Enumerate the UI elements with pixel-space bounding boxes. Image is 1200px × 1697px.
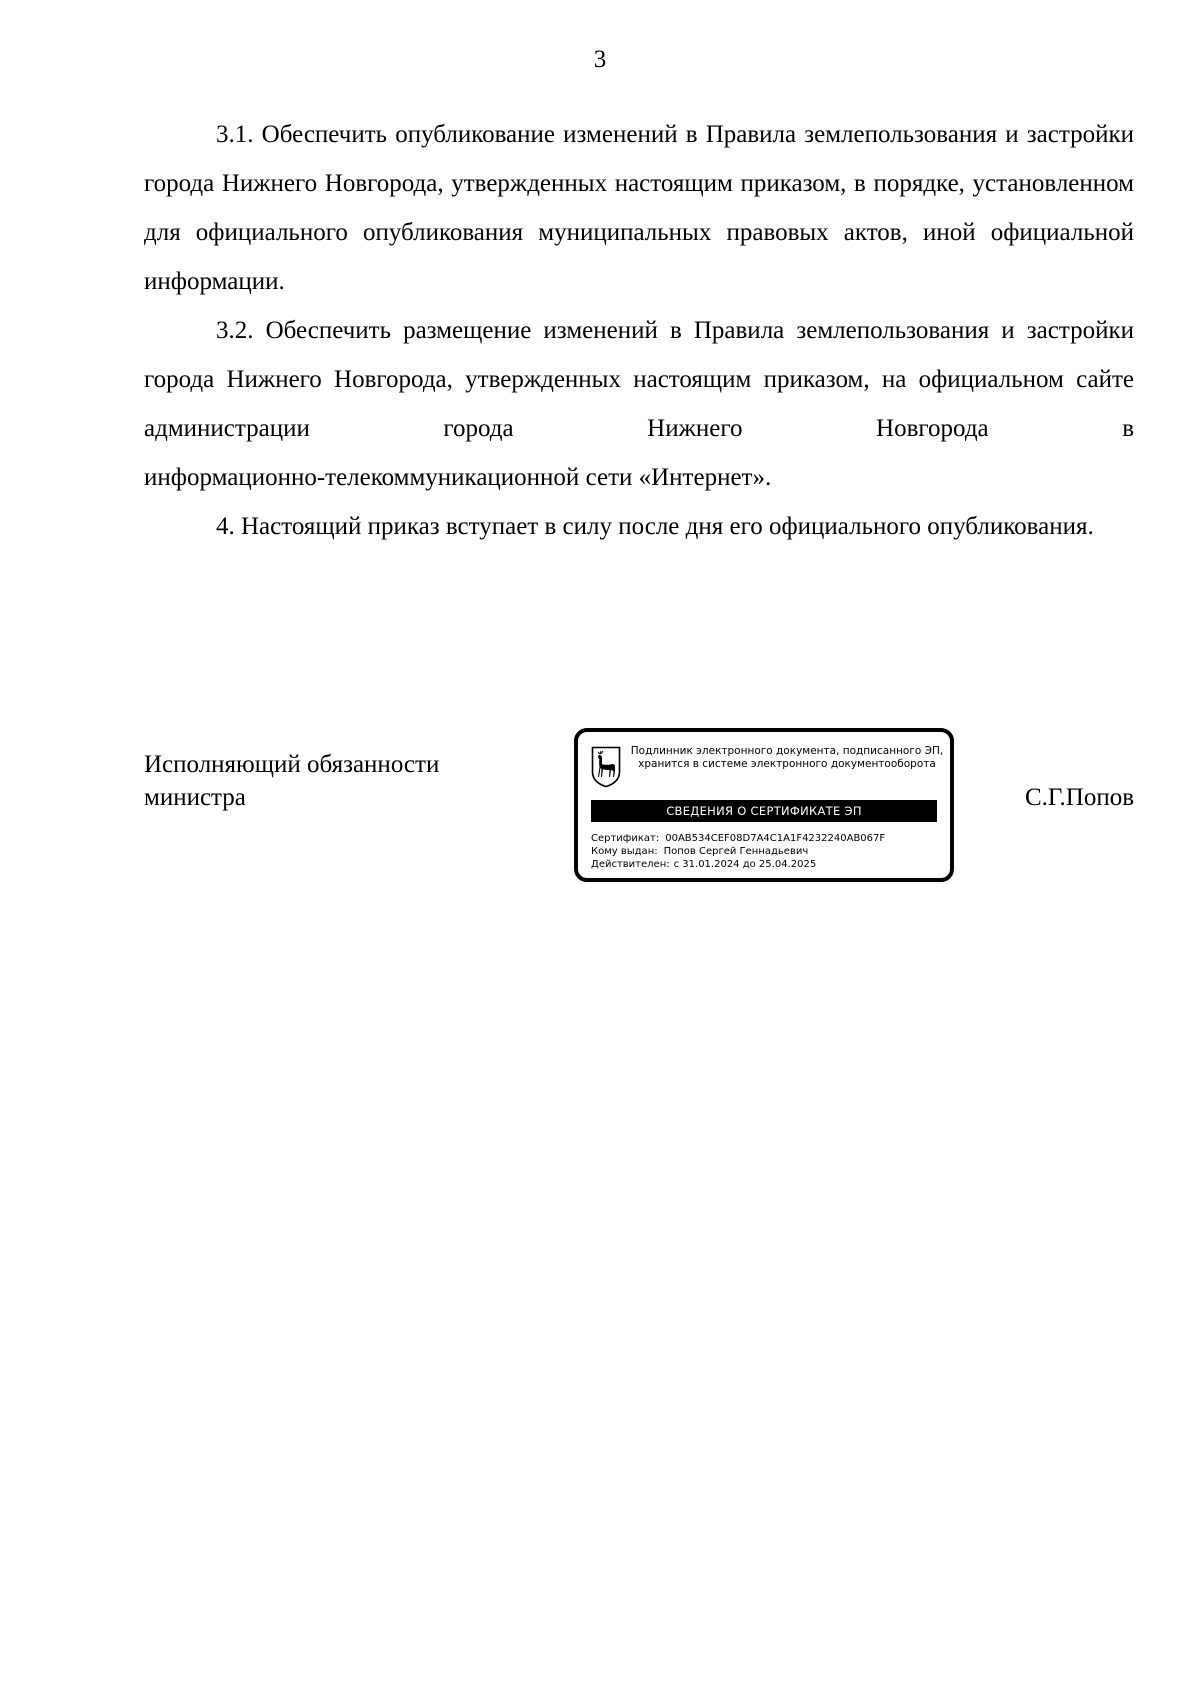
paragraph-3-2: 3.2. Обеспечить размещение изменений в Правила землепользования и застройки города Нижнего Новгорода, утвержденных настоящим приказом, на официальном сайте администрации города Нижнего Новгорода в <box>144 317 1134 442</box>
coat-of-arms-icon <box>591 746 621 788</box>
signer-name: С.Г.Попов <box>1024 784 1134 811</box>
valid-label: Действителен: <box>591 859 670 870</box>
stamp-header-line2: хранится в системе электронного документооборота <box>638 758 936 770</box>
signer-position-line1: Исполняющий обязанности <box>144 751 440 778</box>
document-body <box>144 110 1134 551</box>
certificate-label: Сертификат: <box>591 833 660 844</box>
electronic-signature-stamp <box>574 728 954 882</box>
issued-to-label: Кому выдан: <box>591 846 658 857</box>
paragraph-4: 4. Настоящий приказ вступает в силу после дня его официального опубликования. <box>216 513 1094 540</box>
certificate-row <box>591 832 941 845</box>
valid-value: с 31.01.2024 до 25.04.2025 <box>673 859 817 870</box>
signer-position-line2: министра <box>144 784 246 811</box>
issued-to-row <box>591 845 941 858</box>
signer-position <box>144 748 439 814</box>
paragraph-3-1: 3.1. Обеспечить опубликование изменений в Правила землепользования и застройки города Нижнего Новгорода, утвержденных настоящим приказом, в порядке, установленном для официального опубликования муниципальных правовых актов, иной официальной информации. <box>144 121 1134 295</box>
issued-to-value: Попов Сергей Геннадьевич <box>663 846 809 857</box>
paragraph-3-2-continuation: информационно-телекоммуникационной сети «Интернет». <box>144 464 772 491</box>
stamp-header-line1: Подлинник электронного документа, подписанного ЭП, <box>630 745 944 757</box>
stamp-details <box>591 832 941 871</box>
stamp-title-bar: СВЕДЕНИЯ О СЕРТИФИКАТЕ ЭП <box>591 800 937 822</box>
valid-row <box>591 858 941 871</box>
stamp-header <box>628 745 946 771</box>
certificate-value: 00AB534CEF08D7A4C1A1F4232240AB067F <box>665 833 886 844</box>
page-number: 3 <box>593 46 607 73</box>
